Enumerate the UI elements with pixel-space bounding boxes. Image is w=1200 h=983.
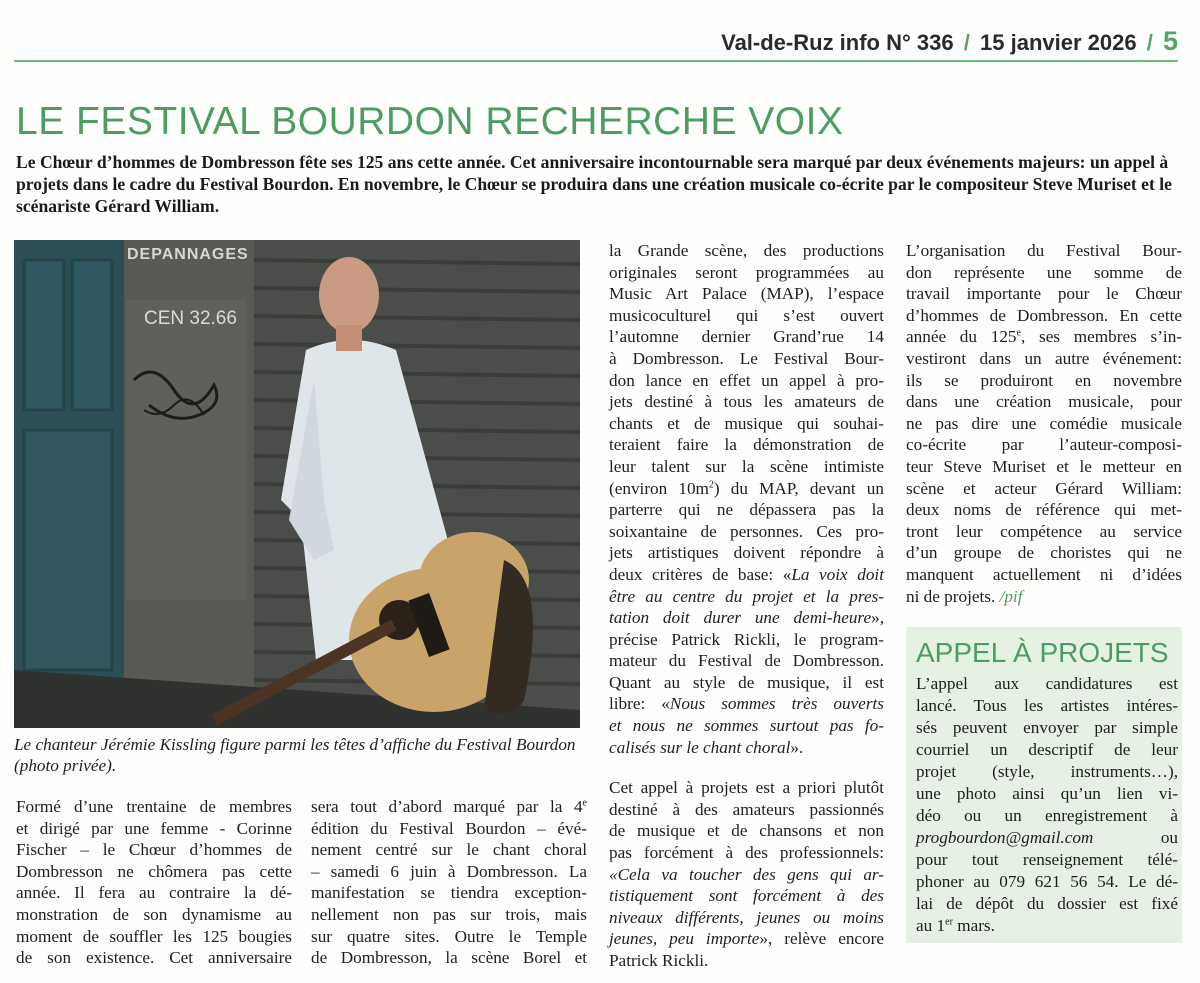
text-line: manifestation se tiendra exception- bbox=[311, 883, 587, 903]
text-line-part: », bbox=[871, 608, 884, 628]
text-line: teur Steve Muriset et le metteur en bbox=[906, 456, 1182, 476]
text-line: pas forcément à des professionnels: bbox=[609, 843, 884, 863]
text-line: une photo ainsi qu’un lien vi- bbox=[916, 784, 1178, 803]
text-line: Quant au style de musique, il est bbox=[609, 672, 884, 692]
text-line-part: libre: « bbox=[609, 694, 670, 714]
text-line-part: ou bbox=[1160, 828, 1178, 847]
article-lead: Le Chœur d’hommes de Dombresson fête ses 125 ans cette année. Cet anniversaire incontournable sera marqué par deux événements majeurs: un appel à projets dans le cadre du Festival Bourdon. En novembre, le Chœur se produira dans une création musicale co-écrite par le compositeur Steve Muriset et le scénariste Gérard William. bbox=[16, 152, 1172, 216]
paragraph-gap bbox=[609, 758, 884, 777]
author-signature: /pif bbox=[999, 586, 1023, 606]
text-line: chants et de musique qui souhai- bbox=[609, 413, 884, 433]
text-line: ne pas dire une comédie musicale bbox=[906, 413, 1182, 433]
text-line: Formé d’une trentaine de membres bbox=[16, 797, 292, 816]
text-line: pour tout renseignement télé- bbox=[916, 850, 1178, 869]
quote-text: être au centre du projet et la pres- bbox=[609, 586, 884, 606]
text-line: tront leur compétence au service bbox=[906, 521, 1182, 541]
text-line bbox=[609, 607, 884, 629]
text-line bbox=[916, 827, 1178, 849]
text-line: d’hommes de Dombresson. En cette bbox=[906, 305, 1182, 325]
text-line bbox=[609, 737, 884, 759]
text-line: de musique et de chansons et non bbox=[609, 821, 884, 841]
quote-text: jeunes, peu importe bbox=[609, 929, 760, 949]
text-line: de Dombresson, la scène Borel et bbox=[311, 948, 587, 968]
text-line bbox=[609, 564, 884, 586]
text-line bbox=[906, 326, 1182, 348]
text-line: sés peuvent envoyer par simple bbox=[916, 718, 1178, 737]
text-line-part: (environ 10m bbox=[609, 478, 709, 498]
text-line bbox=[609, 907, 884, 929]
ordinal-superscript: er bbox=[945, 916, 953, 928]
text-line-part: ni de projets. bbox=[906, 586, 996, 606]
text-line bbox=[916, 915, 1178, 937]
article-title: LE FESTIVAL BOURDON RECHERCHE VOIX bbox=[16, 100, 844, 143]
body-column-2 bbox=[311, 796, 587, 969]
quote-text: La voix doit bbox=[791, 564, 884, 584]
page-header bbox=[721, 26, 1178, 57]
text-line: deux noms de référence qui met- bbox=[906, 500, 1182, 520]
square-superscript: 2 bbox=[708, 478, 714, 490]
text-line: année. Il fera au contraire la dé- bbox=[16, 883, 292, 903]
box-title: APPEL À PROJETS bbox=[916, 637, 1169, 668]
call-for-projects-box bbox=[906, 627, 1182, 943]
text-line: leur talent sur la scène intimiste bbox=[609, 456, 884, 476]
text-line-part: ) du MAP, devant un bbox=[713, 478, 884, 498]
ordinal-superscript: e bbox=[582, 797, 587, 809]
text-line bbox=[609, 928, 884, 950]
text-line: ils se produiront en novembre bbox=[906, 370, 1182, 390]
article-photo bbox=[14, 240, 580, 728]
text-line: destiné à des amateurs passionnés bbox=[609, 799, 884, 819]
text-line: nellement non pas sur trois, mais bbox=[311, 904, 587, 924]
text-line: à Dombresson. Le Festival Bour- bbox=[609, 348, 884, 368]
text-line: d’un groupe de choristes qui ne bbox=[906, 543, 1182, 563]
text-line: teraient faire la démonstration de bbox=[609, 435, 884, 455]
box-body bbox=[916, 673, 1178, 937]
text-line: soixantaine de personnes. Ces pro- bbox=[609, 521, 884, 541]
text-line: – samedi 6 juin à Dombresson. La bbox=[311, 861, 587, 881]
text-line-part: », relève encore bbox=[759, 929, 884, 949]
text-line: phoner au 079 621 56 54. Le dé- bbox=[916, 872, 1178, 891]
text-line: projet (style, instruments…), bbox=[916, 762, 1178, 781]
text-line: musicoculturel qui s’est ouvert bbox=[609, 305, 884, 325]
text-line: originales seront programmées au bbox=[609, 262, 884, 282]
text-line: L’organisation du Festival Bour- bbox=[906, 241, 1182, 260]
text-line bbox=[609, 586, 884, 608]
body-column-1 bbox=[16, 796, 292, 969]
header-rule bbox=[14, 60, 1178, 62]
publication-name: Val-de-Ruz info bbox=[721, 30, 880, 55]
text-line-part: ». bbox=[790, 737, 804, 757]
text-line: scène et acteur Gérard William: bbox=[906, 478, 1182, 498]
text-line: et dirigé par une femme - Corinne bbox=[16, 818, 292, 838]
body-column-4 bbox=[906, 240, 1182, 607]
text-line: sur quatre sites. Outre le Temple bbox=[311, 926, 587, 946]
quote-text: Nous sommes très ouverts bbox=[669, 694, 884, 714]
text-line: édition du Festival Bourdon – évé- bbox=[311, 818, 587, 838]
text-line-part: au 1 bbox=[916, 916, 946, 935]
text-line-part: sera tout d’abord marqué par la 4 bbox=[311, 797, 583, 816]
issue-number: N° 336 bbox=[886, 30, 954, 55]
text-line: vestiront dans un autre événement: bbox=[906, 348, 1182, 368]
text-line: monstration de son dynamisme au bbox=[16, 904, 292, 924]
text-line: précise Patrick Rickli, le program- bbox=[609, 629, 884, 649]
text-line: jets artistiques doivent répondre à bbox=[609, 543, 884, 563]
text-line: jets destiné à tous les amateurs de bbox=[609, 392, 884, 412]
text-line bbox=[609, 864, 884, 886]
page-number: 5 bbox=[1162, 26, 1178, 56]
text-line bbox=[906, 586, 1182, 608]
contact-email[interactable]: progbourdon@gmail.com bbox=[916, 828, 1094, 847]
text-line bbox=[609, 715, 884, 737]
issue-date: 15 janvier 2026 bbox=[980, 30, 1137, 55]
text-line bbox=[311, 796, 587, 818]
text-line-part: deux critères de base: « bbox=[609, 564, 792, 584]
text-line: déo ou un enregistrement à bbox=[916, 806, 1178, 825]
text-line: Music Art Palace (MAP), l’espace bbox=[609, 284, 884, 304]
quote-text: tistiquement sont forcément à des bbox=[609, 886, 884, 906]
text-line: Fischer – le Chœur d’hommes de bbox=[16, 840, 292, 860]
text-line: de son existence. Cet anniversaire bbox=[16, 948, 292, 968]
text-line: moment de souffler les 125 bougies bbox=[16, 926, 292, 946]
text-line bbox=[609, 885, 884, 907]
text-line: lai de dépôt du dossier est fixé bbox=[916, 894, 1178, 913]
separator-1: / bbox=[963, 30, 970, 55]
text-line: manquent actuellement ni d’idées bbox=[906, 564, 1182, 584]
quote-text: et nous ne sommes surtout pas fo- bbox=[609, 716, 884, 736]
text-line: nement centré sur le chant choral bbox=[311, 840, 587, 860]
separator-2: / bbox=[1146, 30, 1153, 55]
quote-text: calisés sur le chant choral bbox=[609, 737, 791, 757]
photo-sign-number: CEN 32.66 bbox=[144, 308, 237, 329]
text-line: courriel un descriptif de leur bbox=[916, 740, 1178, 759]
body-column-3 bbox=[609, 240, 884, 972]
text-line: lancé. Tous les artistes intéres- bbox=[916, 696, 1178, 715]
ordinal-superscript: e bbox=[1016, 327, 1021, 339]
text-line: L’appel aux candidatures est bbox=[916, 674, 1178, 693]
text-line: Cet appel à projets est a priori plutôt bbox=[609, 778, 884, 798]
text-line: Patrick Rickli. bbox=[609, 951, 709, 970]
quote-text: niveaux différents, jeunes ou moins bbox=[609, 907, 884, 927]
quote-text: «Cela va toucher des gens qui ar- bbox=[609, 864, 884, 884]
text-line: co-écrite par l’auteur-composi- bbox=[906, 435, 1182, 455]
photo-caption: Le chanteur Jérémie Kissling figure parmi les têtes d’affiche du Festival Bourdon (photo privée). bbox=[14, 735, 576, 775]
text-line: l’automne dernier Grand’rue 14 bbox=[609, 327, 884, 347]
text-line-part: mars. bbox=[952, 916, 995, 935]
text-line: la Grande scène, des productions bbox=[609, 241, 884, 260]
text-line-part: , ses membres s’in- bbox=[1020, 327, 1183, 347]
text-line: mateur du Festival de Dombresson. bbox=[609, 651, 884, 671]
text-line: travail importante pour le Chœur bbox=[906, 284, 1182, 304]
text-line: don représente une somme de bbox=[906, 262, 1182, 282]
quote-text: tation doit durer une demi-heure bbox=[609, 608, 872, 628]
text-line: don lance en effet un appel à pro- bbox=[609, 370, 884, 390]
text-line: dans une création musicale, pour bbox=[906, 392, 1182, 412]
text-line bbox=[609, 478, 884, 500]
photo-sign-text: DEPANNAGES bbox=[127, 246, 249, 263]
text-line: parterre qui ne dépassera pas la bbox=[609, 500, 884, 520]
text-line bbox=[609, 693, 884, 715]
text-line: Dombresson ne chômera pas cette bbox=[16, 861, 292, 881]
text-line-part: année du 125 bbox=[906, 327, 1017, 347]
